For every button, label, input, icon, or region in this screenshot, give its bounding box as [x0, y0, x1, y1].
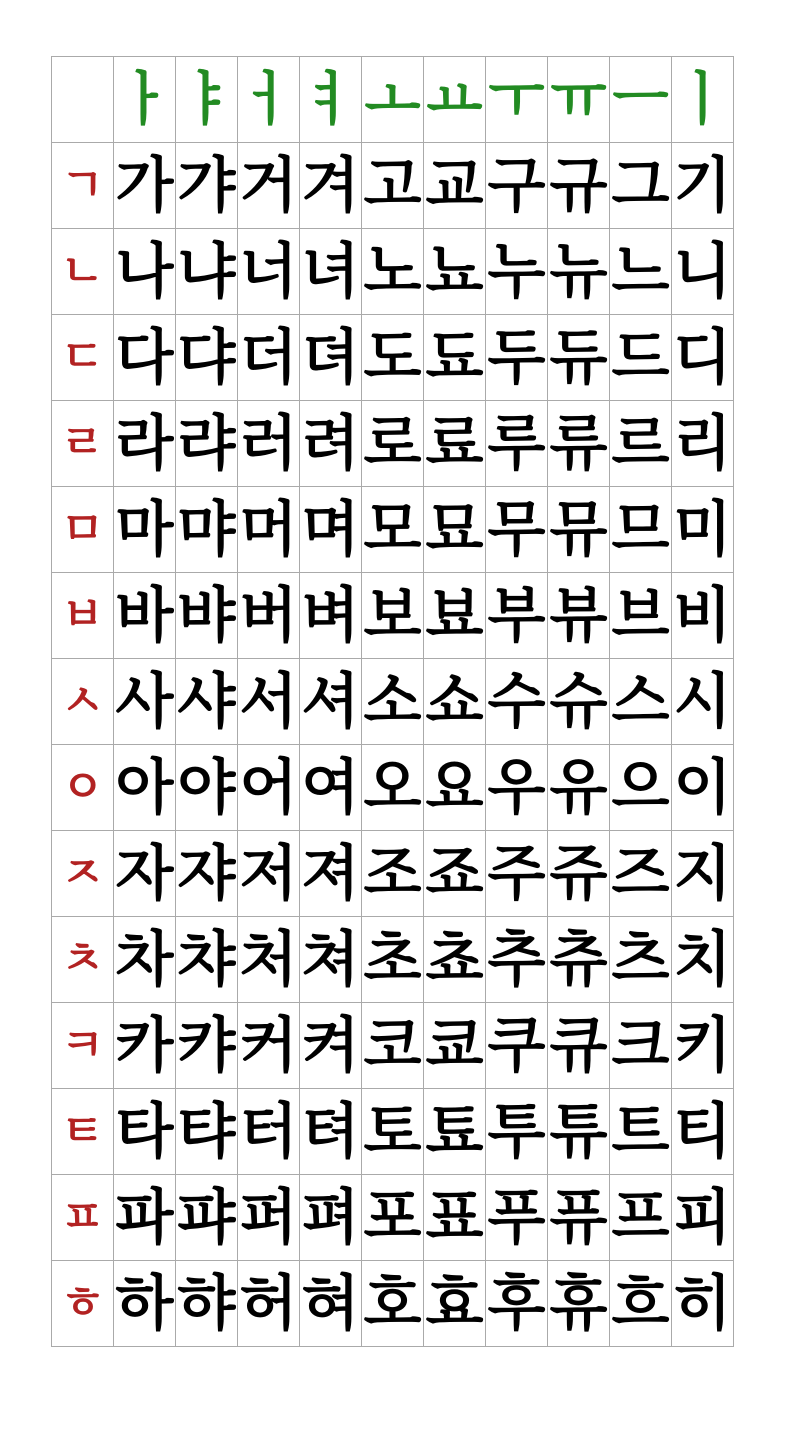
- syllable-cell: 부: [486, 573, 548, 659]
- syllable-cell: 토: [362, 1089, 424, 1175]
- syllable-cell: 우: [486, 745, 548, 831]
- syllable-cell: 커: [238, 1003, 300, 1089]
- syllable-cell: 후: [486, 1261, 548, 1347]
- syllable-cell: 루: [486, 401, 548, 487]
- syllable-cell: 거: [238, 143, 300, 229]
- syllable-cell: 뎌: [300, 315, 362, 401]
- syllable-cell: 아: [114, 745, 176, 831]
- syllable-cell: 라: [114, 401, 176, 487]
- syllable-row: [52, 917, 734, 1003]
- syllable-cell: 노: [362, 229, 424, 315]
- syllable-cell: 큐: [548, 1003, 610, 1089]
- syllable-cell: 교: [424, 143, 486, 229]
- syllable-cell: 파: [114, 1175, 176, 1261]
- syllable-cell: 효: [424, 1261, 486, 1347]
- consonant-header-cell: ㅅ: [52, 659, 114, 745]
- syllable-cell: 녀: [300, 229, 362, 315]
- syllable-cell: 샤: [176, 659, 238, 745]
- syllable-cell: 쿄: [424, 1003, 486, 1089]
- syllable-cell: 셔: [300, 659, 362, 745]
- syllable-cell: 져: [300, 831, 362, 917]
- syllable-cell: 사: [114, 659, 176, 745]
- syllable-cell: 랴: [176, 401, 238, 487]
- syllable-cell: 드: [610, 315, 672, 401]
- vowel-header-cell: ㅣ: [672, 57, 734, 143]
- syllable-cell: 마: [114, 487, 176, 573]
- syllable-cell: 더: [238, 315, 300, 401]
- syllable-cell: 쇼: [424, 659, 486, 745]
- syllable-cell: 뱌: [176, 573, 238, 659]
- syllable-row: [52, 745, 734, 831]
- syllable-cell: 뇨: [424, 229, 486, 315]
- syllable-cell: 주: [486, 831, 548, 917]
- syllable-cell: 요: [424, 745, 486, 831]
- syllable-cell: 죠: [424, 831, 486, 917]
- syllable-cell: 허: [238, 1261, 300, 1347]
- syllable-cell: 쟈: [176, 831, 238, 917]
- syllable-cell: 탸: [176, 1089, 238, 1175]
- vowel-header-cell: ㅑ: [176, 57, 238, 143]
- syllable-cell: 처: [238, 917, 300, 1003]
- syllable-cell: 흐: [610, 1261, 672, 1347]
- syllable-row: [52, 315, 734, 401]
- syllable-cell: 뉴: [548, 229, 610, 315]
- syllable-cell: 차: [114, 917, 176, 1003]
- syllable-cell: 텨: [300, 1089, 362, 1175]
- corner-cell: [52, 57, 114, 143]
- consonant-header-cell: ㄱ: [52, 143, 114, 229]
- consonant-header-cell: ㅍ: [52, 1175, 114, 1261]
- syllable-cell: 머: [238, 487, 300, 573]
- consonant-header-cell: ㅌ: [52, 1089, 114, 1175]
- syllable-cell: 퍼: [238, 1175, 300, 1261]
- syllable-cell: 너: [238, 229, 300, 315]
- syllable-cell: 투: [486, 1089, 548, 1175]
- syllable-cell: 구: [486, 143, 548, 229]
- syllable-row: [52, 487, 734, 573]
- consonant-header-cell: ㅂ: [52, 573, 114, 659]
- syllable-cell: 소: [362, 659, 424, 745]
- syllable-cell: 기: [672, 143, 734, 229]
- syllable-cell: 댜: [176, 315, 238, 401]
- consonant-header-cell: ㄷ: [52, 315, 114, 401]
- syllable-cell: 유: [548, 745, 610, 831]
- syllable-cell: 키: [672, 1003, 734, 1089]
- vowel-header-cell: ㅡ: [610, 57, 672, 143]
- syllable-cell: 다: [114, 315, 176, 401]
- syllable-cell: 표: [424, 1175, 486, 1261]
- syllable-cell: 규: [548, 143, 610, 229]
- syllable-cell: 초: [362, 917, 424, 1003]
- syllable-cell: 서: [238, 659, 300, 745]
- hangul-syllable-chart: [51, 56, 734, 1347]
- syllable-cell: 즈: [610, 831, 672, 917]
- syllable-row: [52, 1175, 734, 1261]
- syllable-row: [52, 401, 734, 487]
- syllable-row: [52, 659, 734, 745]
- syllable-cell: 며: [300, 487, 362, 573]
- syllable-cell: 터: [238, 1089, 300, 1175]
- syllable-cell: 켜: [300, 1003, 362, 1089]
- syllable-cell: 여: [300, 745, 362, 831]
- syllable-cell: 햐: [176, 1261, 238, 1347]
- syllable-cell: 됴: [424, 315, 486, 401]
- vowel-header-cell: ㅗ: [362, 57, 424, 143]
- consonant-header-cell: ㅎ: [52, 1261, 114, 1347]
- syllable-cell: 이: [672, 745, 734, 831]
- syllable-cell: 니: [672, 229, 734, 315]
- syllable-cell: 트: [610, 1089, 672, 1175]
- vowel-header-cell: ㅜ: [486, 57, 548, 143]
- syllable-cell: 디: [672, 315, 734, 401]
- syllable-cell: 캬: [176, 1003, 238, 1089]
- syllable-cell: 시: [672, 659, 734, 745]
- consonant-header-cell: ㅈ: [52, 831, 114, 917]
- syllable-cell: 수: [486, 659, 548, 745]
- syllable-row: [52, 229, 734, 315]
- consonant-header-cell: ㅊ: [52, 917, 114, 1003]
- syllable-cell: 뮤: [548, 487, 610, 573]
- vowel-header-cell: ㅠ: [548, 57, 610, 143]
- syllable-cell: 츄: [548, 917, 610, 1003]
- syllable-cell: 티: [672, 1089, 734, 1175]
- syllable-cell: 히: [672, 1261, 734, 1347]
- syllable-cell: 하: [114, 1261, 176, 1347]
- syllable-cell: 오: [362, 745, 424, 831]
- consonant-header-cell: ㅁ: [52, 487, 114, 573]
- syllable-cell: 조: [362, 831, 424, 917]
- syllable-cell: 퓨: [548, 1175, 610, 1261]
- syllable-cell: 카: [114, 1003, 176, 1089]
- syllable-cell: 로: [362, 401, 424, 487]
- consonant-header-cell: ㄹ: [52, 401, 114, 487]
- consonant-header-cell: ㄴ: [52, 229, 114, 315]
- syllable-cell: 피: [672, 1175, 734, 1261]
- syllable-row: [52, 1003, 734, 1089]
- consonant-header-cell: ㅇ: [52, 745, 114, 831]
- syllable-cell: 도: [362, 315, 424, 401]
- syllable-row: [52, 1089, 734, 1175]
- syllable-cell: 코: [362, 1003, 424, 1089]
- syllable-cell: 바: [114, 573, 176, 659]
- syllable-cell: 쿠: [486, 1003, 548, 1089]
- syllable-cell: 러: [238, 401, 300, 487]
- syllable-cell: 크: [610, 1003, 672, 1089]
- syllable-cell: 챠: [176, 917, 238, 1003]
- syllable-cell: 무: [486, 487, 548, 573]
- syllable-cell: 호: [362, 1261, 424, 1347]
- syllable-cell: 추: [486, 917, 548, 1003]
- syllable-cell: 모: [362, 487, 424, 573]
- syllable-cell: 야: [176, 745, 238, 831]
- syllable-cell: 저: [238, 831, 300, 917]
- syllable-cell: 보: [362, 573, 424, 659]
- syllable-cell: 고: [362, 143, 424, 229]
- syllable-cell: 버: [238, 573, 300, 659]
- syllable-cell: 뷰: [548, 573, 610, 659]
- syllable-cell: 먀: [176, 487, 238, 573]
- syllable-row: [52, 573, 734, 659]
- syllable-cell: 자: [114, 831, 176, 917]
- vowel-header-cell: ㅏ: [114, 57, 176, 143]
- syllable-cell: 류: [548, 401, 610, 487]
- syllable-row: [52, 831, 734, 917]
- syllable-cell: 가: [114, 143, 176, 229]
- syllable-cell: 툐: [424, 1089, 486, 1175]
- syllable-cell: 슈: [548, 659, 610, 745]
- syllable-cell: 쥬: [548, 831, 610, 917]
- vowel-header-cell: ㅓ: [238, 57, 300, 143]
- syllable-cell: 퍄: [176, 1175, 238, 1261]
- syllable-cell: 리: [672, 401, 734, 487]
- syllable-row: [52, 1261, 734, 1347]
- syllable-cell: 묘: [424, 487, 486, 573]
- syllable-cell: 듀: [548, 315, 610, 401]
- syllable-cell: 프: [610, 1175, 672, 1261]
- syllable-cell: 쵸: [424, 917, 486, 1003]
- syllable-cell: 쳐: [300, 917, 362, 1003]
- syllable-cell: 므: [610, 487, 672, 573]
- syllable-cell: 펴: [300, 1175, 362, 1261]
- syllable-cell: 치: [672, 917, 734, 1003]
- syllable-cell: 뵤: [424, 573, 486, 659]
- syllable-cell: 겨: [300, 143, 362, 229]
- vowel-header-row: [52, 57, 734, 143]
- syllable-row: [52, 143, 734, 229]
- syllable-cell: 브: [610, 573, 672, 659]
- syllable-cell: 지: [672, 831, 734, 917]
- vowel-header-cell: ㅛ: [424, 57, 486, 143]
- syllable-cell: 료: [424, 401, 486, 487]
- syllable-cell: 벼: [300, 573, 362, 659]
- syllable-cell: 르: [610, 401, 672, 487]
- syllable-cell: 으: [610, 745, 672, 831]
- syllable-cell: 미: [672, 487, 734, 573]
- syllable-cell: 려: [300, 401, 362, 487]
- syllable-cell: 튜: [548, 1089, 610, 1175]
- syllable-cell: 누: [486, 229, 548, 315]
- syllable-cell: 스: [610, 659, 672, 745]
- syllable-cell: 두: [486, 315, 548, 401]
- syllable-cell: 츠: [610, 917, 672, 1003]
- syllable-cell: 냐: [176, 229, 238, 315]
- syllable-cell: 혀: [300, 1261, 362, 1347]
- syllable-cell: 휴: [548, 1261, 610, 1347]
- syllable-cell: 타: [114, 1089, 176, 1175]
- syllable-cell: 포: [362, 1175, 424, 1261]
- hangul-chart-body: [52, 57, 734, 1347]
- vowel-header-cell: ㅕ: [300, 57, 362, 143]
- syllable-cell: 어: [238, 745, 300, 831]
- syllable-cell: 느: [610, 229, 672, 315]
- syllable-cell: 그: [610, 143, 672, 229]
- syllable-cell: 푸: [486, 1175, 548, 1261]
- consonant-header-cell: ㅋ: [52, 1003, 114, 1089]
- syllable-cell: 비: [672, 573, 734, 659]
- syllable-cell: 갸: [176, 143, 238, 229]
- syllable-cell: 나: [114, 229, 176, 315]
